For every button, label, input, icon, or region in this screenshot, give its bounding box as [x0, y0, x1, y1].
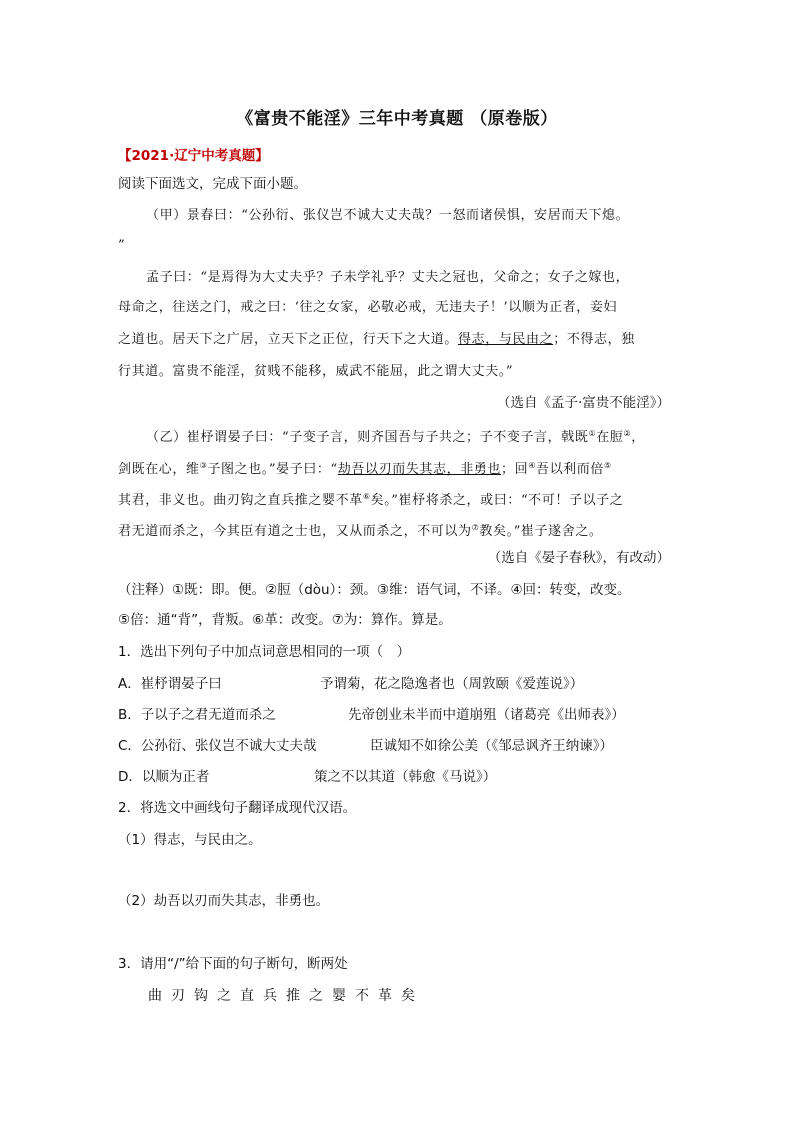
question-3-sentence: 曲刃钩之直兵推之婴不革矣	[148, 988, 424, 1004]
option-d: D．以顺为正者 策之不以其道（韩愈《马说》）	[118, 769, 497, 785]
passage-jia-line-2: 孟子曰：“是焉得为大丈夫乎？子未学礼乎？丈夫之冠也，父命之；女子之嫁也，	[146, 270, 630, 285]
passage-yi-line-3: 其君，非义也。曲刃钩之直兵推之婴不革⑥矣。”崔杼将杀之，或曰：“不可！子以子之	[118, 492, 624, 508]
passage-jia-line-1b: ”	[118, 238, 126, 253]
source-tag: 【2021·辽宁中考真题】	[118, 148, 269, 164]
notes-line-2: ⑤倍：通“背”，背叛。⑥革：改变。⑦为：算作。算是。	[118, 612, 452, 628]
passage-yi-source: （选自《晏子春秋》，有改动）	[487, 550, 670, 566]
option-a: A．崔杼谓晏子曰 予谓菊，花之隐逸者也（周敦颐《爱莲说》）	[118, 676, 584, 692]
passage-yi-line-1: （乙）崔杼谓晏子曰：“子变子言，则齐国吾与子共之；子不变子言，戟既①在脰②，	[146, 429, 645, 445]
passage-yi-line-2: 剑既在心，维③子图之也。”晏子曰：“劫吾以刃而失其志，非勇也；回④吾以利而倍⑤	[118, 461, 612, 477]
page-title: 《富贵不能淫》三年中考真题 （原卷版）	[236, 109, 558, 129]
passage-jia-source: （选自《孟子·富贵不能淫》）	[496, 395, 670, 411]
question-2-stem: 2．将选文中画线句子翻译成现代汉语。	[118, 800, 357, 816]
question-1-stem: 1．选出下列句子中加点词意思相同的一项（ ）	[118, 644, 411, 660]
notes-line-1: （注释）①既：即。便。②脰（dòu）：颈。③维：语气词，不译。④回：转变，改变。	[118, 582, 631, 598]
option-b: B．子以子之君无道而杀之 先帝创业未半而中道崩殂（诸葛亮《出师表》）	[118, 707, 625, 723]
passage-jia-line-4: 之道也。居天下之广居，立天下之正位，行天下之大道。得志，与民由之；不得志，独	[118, 332, 635, 347]
underlined-sentence-2: 劫吾以刃而失其志，非勇也	[337, 462, 501, 477]
question-3-stem: 3．请用“/”给下面的句子断句，断两处	[118, 956, 348, 972]
option-c: C．公孙衍、张仪岂不诚大丈夫哉 臣诚知不如徐公美（《邹忌讽齐王纳谏》）	[118, 738, 613, 754]
passage-jia-line-5: 行其道。富贵不能淫，贫贱不能移，威武不能屈，此之谓大丈夫。”	[118, 364, 514, 379]
instruction-text: 阅读下面选文，完成下面小题。	[118, 176, 307, 192]
underlined-sentence-1: 得志，与民由之	[458, 332, 554, 347]
passage-jia-line-3: 母命之，往送之门，戒之曰：‘往之女家，必敬必戒，无违夫子！’以顺为正者，妾妇	[118, 300, 618, 315]
passage-jia-line-1: （甲）景春曰：“公孙衍、张仪岂不诚大丈夫哉？一怒而诸侯惧，安居而天下熄。	[146, 208, 630, 223]
question-2-item-1: （1）得志，与民由之。	[118, 832, 262, 848]
passage-yi-line-4: 君无道而杀之，今其臣有道之士也，又从而杀之，不可以为⑦教矣。”崔子遂舍之。	[118, 523, 603, 539]
question-2-item-2: （2）劫吾以刃而失其志，非勇也。	[118, 893, 330, 909]
